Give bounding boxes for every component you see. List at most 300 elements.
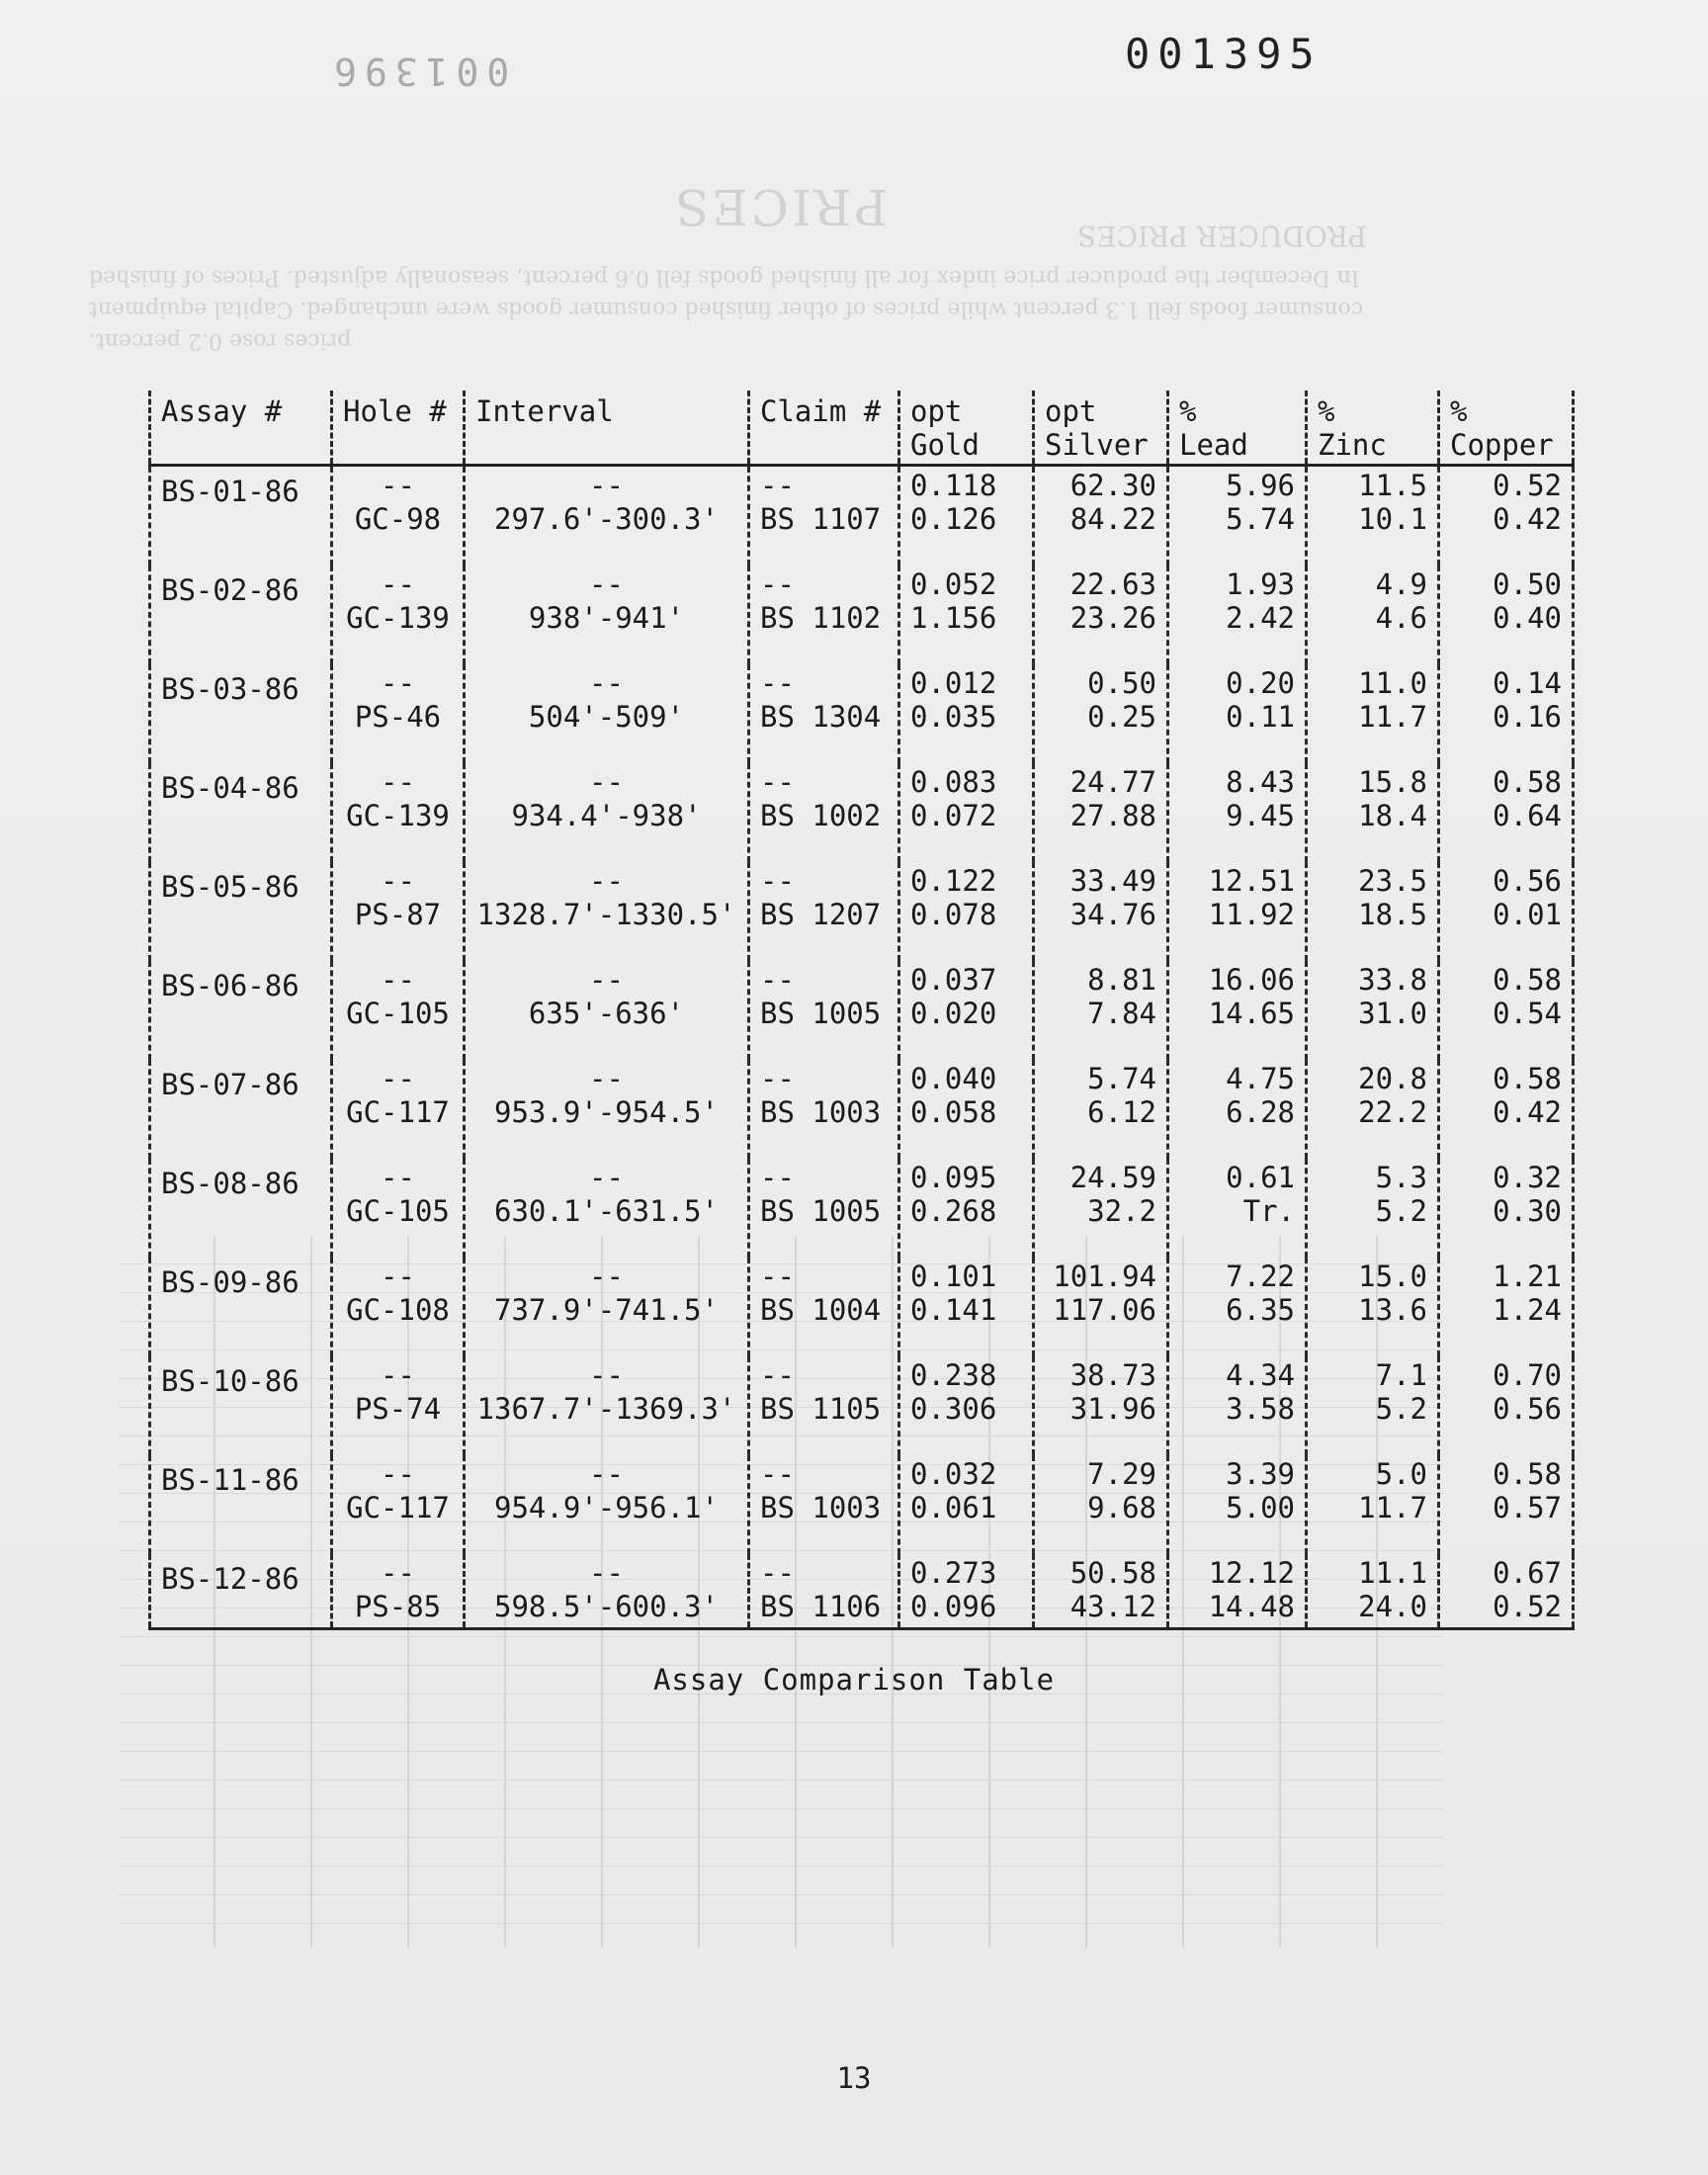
claim-cell: [749, 763, 899, 862]
column-header-text: [343, 428, 453, 462]
hole-cell: [332, 1258, 465, 1356]
column-header: [1307, 391, 1439, 466]
copper-value: 0.52: [1493, 469, 1562, 502]
show-through-line: In December the producer price index for all finished goods fell 0.6 percent, seasonally adjusted. Prices of finished: [89, 265, 1360, 290]
gold-value: 0.061: [910, 1491, 997, 1524]
gold-value: 0.020: [910, 997, 997, 1030]
silver-value: 7.84: [1087, 997, 1156, 1030]
assay-number: BS-03-86: [161, 672, 299, 706]
gold-cell: [899, 1258, 1034, 1356]
lead-value: 14.48: [1208, 1590, 1295, 1623]
gold-value: 0.118: [910, 469, 997, 502]
silver-value: 24.59: [1069, 1161, 1156, 1194]
claim-cell: [749, 1455, 899, 1554]
silver-value: 6.12: [1087, 1095, 1156, 1129]
interval-cell: [465, 1455, 749, 1554]
interval-value: --: [589, 1358, 624, 1392]
interval-value: --: [589, 666, 624, 700]
assay-number: BS-05-86: [161, 870, 299, 904]
copper-cell: [1439, 763, 1574, 862]
hole-cell: [332, 1554, 465, 1629]
gold-value: 0.238: [910, 1358, 997, 1392]
page-number: 13: [836, 2061, 872, 2095]
silver-cell: [1034, 466, 1168, 566]
copper-value: 0.54: [1493, 997, 1562, 1030]
claim-value: BS 1002: [760, 799, 882, 832]
copper-value: 0.16: [1493, 700, 1562, 734]
gold-cell: [899, 862, 1034, 961]
lead-value: 3.58: [1226, 1392, 1295, 1426]
lead-value: 5.74: [1226, 502, 1295, 536]
hole-value: GC-105: [346, 997, 450, 1030]
zinc-cell: [1307, 566, 1439, 664]
hole-cell: [332, 1060, 465, 1159]
column-header-text: Gold: [910, 428, 980, 462]
gold-value: 0.273: [910, 1556, 997, 1590]
lead-value: 12.51: [1208, 864, 1295, 898]
assay-number: BS-10-86: [161, 1364, 299, 1398]
copper-value: 1.24: [1493, 1293, 1562, 1327]
hole-value: --: [381, 1161, 415, 1194]
copper-value: 0.01: [1493, 898, 1562, 931]
interval-cell: [465, 763, 749, 862]
lead-value: 4.34: [1226, 1358, 1295, 1392]
zinc-value: 5.2: [1375, 1392, 1427, 1426]
column-header: [150, 391, 332, 466]
gold-value: 0.096: [910, 1590, 997, 1623]
document-number: 001395: [1125, 30, 1323, 78]
claim-value: BS 1003: [760, 1491, 882, 1524]
claim-cell: [749, 1258, 899, 1356]
claim-value: BS 1106: [760, 1590, 882, 1623]
gold-cell: [899, 1554, 1034, 1629]
claim-value: --: [760, 469, 795, 502]
gold-value: 0.035: [910, 700, 997, 734]
gold-cell: [899, 1356, 1034, 1455]
copper-value: 0.57: [1493, 1491, 1562, 1524]
silver-value: 38.73: [1069, 1358, 1156, 1392]
interval-cell: [465, 1356, 749, 1455]
interval-value: 598.5'-600.3': [494, 1590, 719, 1623]
hole-value: --: [381, 1556, 415, 1590]
interval-cell: [465, 664, 749, 763]
interval-cell: [465, 1159, 749, 1258]
copper-value: 0.50: [1493, 567, 1562, 601]
table-row: [150, 1258, 1574, 1356]
interval-value: 737.9'-741.5': [494, 1293, 719, 1327]
claim-value: BS 1005: [760, 1194, 882, 1228]
table-row: [150, 1159, 1574, 1258]
hole-value: PS-85: [354, 1590, 442, 1623]
gold-value: 0.032: [910, 1457, 997, 1491]
hole-value: --: [381, 666, 415, 700]
zinc-cell: [1307, 961, 1439, 1060]
copper-value: 0.58: [1493, 1457, 1562, 1491]
claim-value: BS 1004: [760, 1293, 882, 1327]
lead-value: Tr.: [1242, 1194, 1295, 1228]
table-caption: Assay Comparison Table: [652, 1663, 1056, 1696]
copper-value: 0.42: [1493, 502, 1562, 536]
lead-value: 1.93: [1226, 567, 1295, 601]
claim-cell: [749, 664, 899, 763]
column-header-text: Copper: [1450, 428, 1554, 462]
assay-number: BS-09-86: [161, 1265, 299, 1299]
hole-value: GC-139: [346, 601, 450, 635]
column-header-text: [475, 428, 737, 462]
assay-number: BS-12-86: [161, 1562, 299, 1596]
zinc-value: 4.9: [1375, 567, 1427, 601]
hole-value: --: [381, 1358, 415, 1392]
copper-value: 0.52: [1493, 1590, 1562, 1623]
lead-value: 9.45: [1226, 799, 1295, 832]
claim-value: BS 1304: [760, 700, 882, 734]
silver-cell: [1034, 1060, 1168, 1159]
hole-value: --: [381, 469, 415, 502]
column-header: [1168, 391, 1307, 466]
assay-cell: [150, 466, 332, 566]
lead-cell: [1168, 1258, 1307, 1356]
lead-value: 0.20: [1226, 666, 1295, 700]
interval-value: 938'-941': [528, 601, 685, 635]
gold-value: 0.040: [910, 1062, 997, 1095]
assay-number: BS-02-86: [161, 573, 299, 607]
interval-value: 504'-509': [528, 700, 685, 734]
assay-cell: [150, 961, 332, 1060]
zinc-value: 13.6: [1358, 1293, 1427, 1327]
zinc-cell: [1307, 1060, 1439, 1159]
interval-value: 297.6'-300.3': [494, 502, 719, 536]
copper-value: 0.30: [1493, 1194, 1562, 1228]
zinc-value: 5.3: [1375, 1161, 1427, 1194]
copper-value: 1.21: [1493, 1260, 1562, 1293]
interval-value: 934.4'-938': [511, 799, 702, 832]
silver-cell: [1034, 664, 1168, 763]
interval-value: --: [589, 567, 624, 601]
zinc-value: 31.0: [1358, 997, 1427, 1030]
lead-value: 0.61: [1226, 1161, 1295, 1194]
interval-value: --: [589, 1161, 624, 1194]
interval-value: 1367.7'-1369.3': [476, 1392, 736, 1426]
copper-value: 0.42: [1493, 1095, 1562, 1129]
claim-cell: [749, 1554, 899, 1629]
lead-value: 6.28: [1226, 1095, 1295, 1129]
copper-value: 0.58: [1493, 963, 1562, 997]
column-header-text: Claim #: [760, 394, 882, 428]
silver-cell: [1034, 1159, 1168, 1258]
assay-table-container: [148, 391, 1572, 1630]
interval-value: 1328.7'-1330.5': [476, 898, 736, 931]
claim-value: BS 1005: [760, 997, 882, 1030]
hole-value: GC-117: [346, 1491, 450, 1524]
lead-cell: [1168, 862, 1307, 961]
hole-value: GC-108: [346, 1293, 450, 1327]
claim-cell: [749, 1356, 899, 1455]
column-header-text: Interval: [475, 394, 614, 428]
zinc-cell: [1307, 664, 1439, 763]
assay-cell: [150, 1159, 332, 1258]
hole-value: --: [381, 1062, 415, 1095]
gold-value: 0.058: [910, 1095, 997, 1129]
assay-cell: [150, 566, 332, 664]
table-row: [150, 1060, 1574, 1159]
claim-cell: [749, 466, 899, 566]
gold-value: 0.072: [910, 799, 997, 832]
silver-value: 31.96: [1069, 1392, 1156, 1426]
column-header-text: [161, 428, 320, 462]
zinc-value: 4.6: [1375, 601, 1427, 635]
hole-value: GC-98: [354, 502, 442, 536]
claim-cell: [749, 862, 899, 961]
assay-number: BS-11-86: [161, 1463, 299, 1497]
gold-cell: [899, 566, 1034, 664]
zinc-cell: [1307, 1356, 1439, 1455]
claim-value: --: [760, 1358, 795, 1392]
silver-value: 0.50: [1087, 666, 1156, 700]
zinc-value: 7.1: [1375, 1358, 1427, 1392]
gold-value: 0.306: [910, 1392, 997, 1426]
zinc-value: 15.8: [1358, 765, 1427, 799]
zinc-value: 20.8: [1358, 1062, 1427, 1095]
hole-cell: [332, 862, 465, 961]
zinc-cell: [1307, 862, 1439, 961]
silver-value: 9.68: [1087, 1491, 1156, 1524]
interval-value: --: [589, 469, 624, 502]
claim-value: BS 1107: [760, 502, 882, 536]
copper-value: 0.70: [1493, 1358, 1562, 1392]
claim-value: --: [760, 963, 795, 997]
hole-cell: [332, 466, 465, 566]
lead-value: 4.75: [1226, 1062, 1295, 1095]
assay-cell: [150, 1455, 332, 1554]
show-through-subtitle: PRODUCER PRICES: [1077, 219, 1367, 252]
lead-value: 16.06: [1208, 963, 1295, 997]
zinc-value: 18.5: [1358, 898, 1427, 931]
lead-value: 14.65: [1208, 997, 1295, 1030]
lead-value: 6.35: [1226, 1293, 1295, 1327]
silver-value: 84.22: [1069, 502, 1156, 536]
silver-value: 27.88: [1069, 799, 1156, 832]
hole-cell: [332, 566, 465, 664]
gold-value: 0.101: [910, 1260, 997, 1293]
copper-value: 0.32: [1493, 1161, 1562, 1194]
silver-value: 23.26: [1069, 601, 1156, 635]
table-row: [150, 566, 1574, 664]
interval-cell: [465, 566, 749, 664]
hole-value: --: [381, 963, 415, 997]
copper-value: 0.14: [1493, 666, 1562, 700]
gold-value: 0.141: [910, 1293, 997, 1327]
column-header-text: %: [1450, 394, 1468, 428]
hole-cell: [332, 1455, 465, 1554]
copper-value: 0.58: [1493, 765, 1562, 799]
zinc-value: 11.7: [1358, 700, 1427, 734]
assay-number: BS-08-86: [161, 1167, 299, 1200]
silver-cell: [1034, 566, 1168, 664]
hole-value: --: [381, 864, 415, 898]
table-row: [150, 763, 1574, 862]
gold-value: 0.122: [910, 864, 997, 898]
column-header-text: [760, 428, 888, 462]
zinc-value: 22.2: [1358, 1095, 1427, 1129]
silver-cell: [1034, 862, 1168, 961]
claim-value: --: [760, 1161, 795, 1194]
lead-value: 5.96: [1226, 469, 1295, 502]
lead-value: 3.39: [1226, 1457, 1295, 1491]
column-header: [899, 391, 1034, 466]
column-header: [1439, 391, 1574, 466]
claim-value: BS 1102: [760, 601, 882, 635]
zinc-value: 10.1: [1358, 502, 1427, 536]
gold-value: 0.083: [910, 765, 997, 799]
claim-value: BS 1003: [760, 1095, 882, 1129]
claim-value: BS 1207: [760, 898, 882, 931]
lead-cell: [1168, 664, 1307, 763]
zinc-value: 5.2: [1375, 1194, 1427, 1228]
assay-comparison-table: [148, 391, 1575, 1630]
gold-value: 0.268: [910, 1194, 997, 1228]
zinc-cell: [1307, 1455, 1439, 1554]
zinc-value: 5.0: [1375, 1457, 1427, 1491]
assay-cell: [150, 664, 332, 763]
silver-cell: [1034, 1554, 1168, 1629]
zinc-cell: [1307, 763, 1439, 862]
table-row: [150, 961, 1574, 1060]
zinc-value: 24.0: [1358, 1590, 1427, 1623]
gold-value: 0.052: [910, 567, 997, 601]
claim-value: --: [760, 1457, 795, 1491]
show-through-title: PRICES: [672, 178, 889, 235]
lead-value: 12.12: [1208, 1556, 1295, 1590]
column-header-text: Zinc: [1318, 428, 1387, 462]
silver-value: 62.30: [1069, 469, 1156, 502]
hole-cell: [332, 763, 465, 862]
copper-cell: [1439, 1554, 1574, 1629]
silver-cell: [1034, 1258, 1168, 1356]
copper-cell: [1439, 466, 1574, 566]
interval-cell: [465, 1554, 749, 1629]
claim-value: --: [760, 765, 795, 799]
gold-cell: [899, 1159, 1034, 1258]
column-header: [749, 391, 899, 466]
lead-cell: [1168, 1554, 1307, 1629]
silver-value: 43.12: [1069, 1590, 1156, 1623]
interval-value: --: [589, 1062, 624, 1095]
hole-value: --: [381, 765, 415, 799]
gold-cell: [899, 1060, 1034, 1159]
column-header-text: opt: [910, 394, 963, 428]
copper-cell: [1439, 862, 1574, 961]
gold-cell: [899, 961, 1034, 1060]
assay-number: BS-07-86: [161, 1068, 299, 1101]
interval-value: --: [589, 963, 624, 997]
interval-value: --: [589, 864, 624, 898]
interval-value: 635'-636': [528, 997, 685, 1030]
claim-value: --: [760, 567, 795, 601]
claim-cell: [749, 1060, 899, 1159]
claim-value: BS 1105: [760, 1392, 882, 1426]
copper-value: 0.58: [1493, 1062, 1562, 1095]
silver-value: 22.63: [1069, 567, 1156, 601]
copper-value: 0.40: [1493, 601, 1562, 635]
gold-value: 1.156: [910, 601, 997, 635]
show-through-line: prices rose 0.2 percent.: [89, 328, 352, 353]
interval-value: 630.1'-631.5': [494, 1194, 719, 1228]
hole-value: GC-105: [346, 1194, 450, 1228]
copper-cell: [1439, 1060, 1574, 1159]
table-row: [150, 862, 1574, 961]
silver-cell: [1034, 1356, 1168, 1455]
interval-value: --: [589, 1260, 624, 1293]
zinc-value: 33.8: [1358, 963, 1427, 997]
interval-value: 953.9'-954.5': [494, 1095, 719, 1129]
column-header-text: Hole #: [343, 394, 447, 428]
hole-value: GC-139: [346, 799, 450, 832]
copper-value: 0.67: [1493, 1556, 1562, 1590]
column-header-text: Silver: [1045, 428, 1149, 462]
claim-value: --: [760, 1556, 795, 1590]
interval-value: --: [589, 765, 624, 799]
zinc-cell: [1307, 1554, 1439, 1629]
interval-value: 954.9'-956.1': [494, 1491, 719, 1524]
zinc-value: 15.0: [1358, 1260, 1427, 1293]
table-header-row: [150, 391, 1574, 466]
interval-cell: [465, 1258, 749, 1356]
lead-cell: [1168, 1356, 1307, 1455]
table-row: [150, 664, 1574, 763]
copper-cell: [1439, 1356, 1574, 1455]
gold-cell: [899, 1455, 1034, 1554]
gold-value: 0.012: [910, 666, 997, 700]
gold-value: 0.037: [910, 963, 997, 997]
silver-value: 101.94: [1053, 1260, 1156, 1293]
interval-value: --: [589, 1457, 624, 1491]
column-header-text: %: [1179, 394, 1197, 428]
hole-value: PS-87: [354, 898, 442, 931]
copper-cell: [1439, 1455, 1574, 1554]
assay-cell: [150, 1258, 332, 1356]
lead-value: 8.43: [1226, 765, 1295, 799]
hole-cell: [332, 1356, 465, 1455]
silver-value: 50.58: [1069, 1556, 1156, 1590]
lead-cell: [1168, 566, 1307, 664]
claim-value: --: [760, 666, 795, 700]
assay-number: BS-01-86: [161, 475, 299, 508]
table-row: [150, 1356, 1574, 1455]
claim-cell: [749, 566, 899, 664]
copper-cell: [1439, 566, 1574, 664]
silver-value: 32.2: [1087, 1194, 1156, 1228]
zinc-cell: [1307, 1258, 1439, 1356]
gold-cell: [899, 664, 1034, 763]
interval-cell: [465, 1060, 749, 1159]
interval-value: --: [589, 1556, 624, 1590]
claim-value: --: [760, 1062, 795, 1095]
gold-value: 0.095: [910, 1161, 997, 1194]
hole-value: --: [381, 567, 415, 601]
table-row: [150, 1455, 1574, 1554]
claim-cell: [749, 1159, 899, 1258]
silver-value: 24.77: [1069, 765, 1156, 799]
copper-cell: [1439, 664, 1574, 763]
zinc-value: 11.0: [1358, 666, 1427, 700]
lead-cell: [1168, 961, 1307, 1060]
show-through-line: consumer foods fell 1.3 percent while prices of other finished consumer goods were unchanged. Capital equipment: [89, 297, 1364, 321]
copper-cell: [1439, 961, 1574, 1060]
hole-value: --: [381, 1260, 415, 1293]
column-header: [465, 391, 749, 466]
interval-cell: [465, 961, 749, 1060]
hole-value: PS-46: [354, 700, 442, 734]
